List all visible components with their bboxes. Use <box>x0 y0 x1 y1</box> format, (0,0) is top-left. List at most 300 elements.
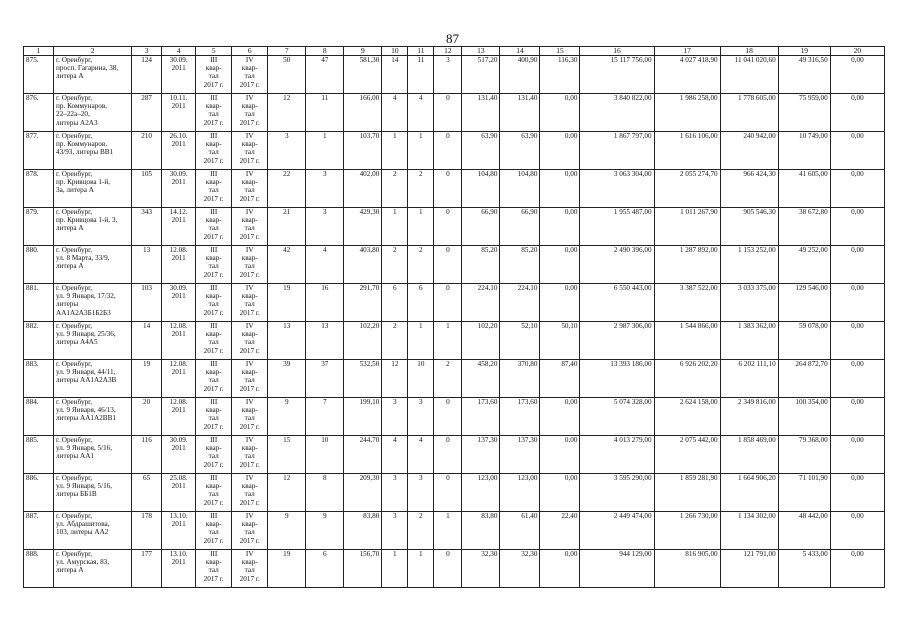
cell-c11: 4 <box>408 94 434 132</box>
cell-num: 880. <box>24 246 54 284</box>
column-header: 11 <box>408 47 434 56</box>
cell-c15: 0,00 <box>540 550 580 588</box>
cell-addr: г. Оренбург, ул. 9 Января, 5/16, литеры ББ1В <box>54 474 132 512</box>
cell-c18: 1 383 362,00 <box>720 322 778 360</box>
cell-c20: 0,00 <box>830 208 884 246</box>
cell-c4: 12.08. 2011 <box>162 360 196 398</box>
cell-c14: 32,30 <box>500 550 540 588</box>
cell-c9: 199,10 <box>344 398 382 436</box>
cell-c7: 19 <box>268 284 306 322</box>
cell-c3: 65 <box>132 474 162 512</box>
cell-c4: 30.09. 2011 <box>162 436 196 474</box>
cell-c10: 1 <box>382 550 408 588</box>
cell-c14: 66,90 <box>500 208 540 246</box>
cell-c5: III квар- тал 2017 г. <box>196 360 232 398</box>
cell-c6: IV квар- тал 2017 г. <box>232 170 268 208</box>
cell-c17: 1 986 258,00 <box>654 94 720 132</box>
cell-c3: 103 <box>132 284 162 322</box>
cell-c3: 178 <box>132 512 162 550</box>
cell-c6: IV квар- тал 2017 г. <box>232 512 268 550</box>
table-row <box>24 436 885 474</box>
table-row <box>24 56 885 94</box>
cell-c12: 0 <box>434 550 462 588</box>
table-row <box>24 170 885 208</box>
cell-c7: 12 <box>268 94 306 132</box>
table-row <box>24 208 885 246</box>
cell-c11: 1 <box>408 550 434 588</box>
cell-c17: 2 624 158,00 <box>654 398 720 436</box>
cell-c11: 4 <box>408 436 434 474</box>
cell-c19: 129 546,00 <box>778 284 830 322</box>
cell-c9: 403,80 <box>344 246 382 284</box>
column-header: 7 <box>268 47 306 56</box>
column-header: 4 <box>162 47 196 56</box>
cell-c6: IV квар- тал 2017 г. <box>232 56 268 94</box>
cell-addr: г. Оренбург, ул. 9 Января, 5/16, литеры АА1 <box>54 436 132 474</box>
cell-num: 888. <box>24 550 54 588</box>
cell-c16: 6 550 443,00 <box>580 284 654 322</box>
cell-c19: 49 252,00 <box>778 246 830 284</box>
cell-addr: г. Оренбург, пр. Коммунаров, 22–22а–20, литеры А2А3 <box>54 94 132 132</box>
column-header: 14 <box>500 47 540 56</box>
column-header: 19 <box>778 47 830 56</box>
cell-c3: 14 <box>132 322 162 360</box>
cell-addr: г. Оренбург, ул. 9 Января, 17/32, литеры АА1А2А3Б1Б2Б3 <box>54 284 132 322</box>
cell-c13: 32,30 <box>462 550 500 588</box>
cell-c4: 25.08. 2011 <box>162 474 196 512</box>
cell-c20: 0,00 <box>830 56 884 94</box>
column-header: 18 <box>720 47 778 56</box>
cell-c9: 102,20 <box>344 322 382 360</box>
column-header: 20 <box>830 47 884 56</box>
cell-c3: 105 <box>132 170 162 208</box>
cell-c13: 66,90 <box>462 208 500 246</box>
cell-c11: 2 <box>408 246 434 284</box>
cell-c6: IV квар- тал 2017 г. <box>232 398 268 436</box>
cell-num: 881. <box>24 284 54 322</box>
cell-c16: 3 063 304,00 <box>580 170 654 208</box>
cell-c14: 52,10 <box>500 322 540 360</box>
cell-c4: 12.08. 2011 <box>162 322 196 360</box>
cell-c11: 3 <box>408 474 434 512</box>
cell-c18: 1 778 605,00 <box>720 94 778 132</box>
cell-addr: г. Оренбург, ул. 9 Января, 44/11, литеры АА1А2А3В <box>54 360 132 398</box>
cell-c16: 2 449 474,00 <box>580 512 654 550</box>
cell-addr: г. Оренбург, ул. Амурская, 83, литера А <box>54 550 132 588</box>
cell-c18: 6 202 111,10 <box>720 360 778 398</box>
cell-c10: 1 <box>382 208 408 246</box>
cell-c9: 156,70 <box>344 550 382 588</box>
column-header: 1 <box>24 47 54 56</box>
cell-c17: 1 287 892,00 <box>654 246 720 284</box>
cell-c13: 224,10 <box>462 284 500 322</box>
cell-addr: г. Оренбург, ул. Абдрашитова, 103, литеры АА2 <box>54 512 132 550</box>
cell-c7: 19 <box>268 550 306 588</box>
cell-c15: 0,00 <box>540 132 580 170</box>
cell-c19: 5 433,00 <box>778 550 830 588</box>
table-row <box>24 246 885 284</box>
cell-c15: 116,30 <box>540 56 580 94</box>
cell-c9: 83,80 <box>344 512 382 550</box>
cell-c20: 0,00 <box>830 436 884 474</box>
cell-c11: 2 <box>408 512 434 550</box>
cell-c15: 0,00 <box>540 94 580 132</box>
table-row <box>24 94 885 132</box>
cell-c6: IV квар- тал 2017 г. <box>232 322 268 360</box>
cell-c15: 0,00 <box>540 474 580 512</box>
cell-c16: 5 074 328,00 <box>580 398 654 436</box>
cell-c17: 1 859 281,90 <box>654 474 720 512</box>
column-header: 17 <box>654 47 720 56</box>
cell-addr: г. Оренбург, ул. 8 Марта, 33/9, литера А <box>54 246 132 284</box>
cell-c6: IV квар- тал 2017 г. <box>232 94 268 132</box>
table-row <box>24 322 885 360</box>
cell-c6: IV квар- тал 2017 г. <box>232 436 268 474</box>
cell-c6: IV квар- тал 2017 г. <box>232 360 268 398</box>
cell-c11: 1 <box>408 132 434 170</box>
cell-c7: 12 <box>268 474 306 512</box>
cell-c12: 1 <box>434 512 462 550</box>
cell-c18: 1 858 469,00 <box>720 436 778 474</box>
cell-c12: 0 <box>434 398 462 436</box>
cell-c5: III квар- тал 2017 г. <box>196 436 232 474</box>
cell-c9: 429,30 <box>344 208 382 246</box>
column-header: 2 <box>54 47 132 56</box>
cell-c4: 13.10. 2011 <box>162 512 196 550</box>
cell-c17: 816 905,00 <box>654 550 720 588</box>
column-header: 3 <box>132 47 162 56</box>
cell-num: 883. <box>24 360 54 398</box>
cell-c15: 50,10 <box>540 322 580 360</box>
cell-c15: 0,00 <box>540 170 580 208</box>
cell-c20: 0,00 <box>830 132 884 170</box>
cell-c15: 0,00 <box>540 208 580 246</box>
table-row <box>24 512 885 550</box>
cell-c8: 1 <box>306 132 344 170</box>
cell-c8: 6 <box>306 550 344 588</box>
cell-c7: 15 <box>268 436 306 474</box>
cell-c12: 0 <box>434 170 462 208</box>
cell-c10: 2 <box>382 246 408 284</box>
cell-c13: 458,20 <box>462 360 500 398</box>
cell-c8: 37 <box>306 360 344 398</box>
cell-c5: III квар- тал 2017 г. <box>196 474 232 512</box>
cell-num: 884. <box>24 398 54 436</box>
cell-c9: 581,30 <box>344 56 382 94</box>
cell-c7: 39 <box>268 360 306 398</box>
cell-c8: 4 <box>306 246 344 284</box>
cell-c4: 10.11. 2011 <box>162 94 196 132</box>
cell-c12: 0 <box>434 94 462 132</box>
cell-c13: 85,20 <box>462 246 500 284</box>
cell-c11: 1 <box>408 322 434 360</box>
column-header: 15 <box>540 47 580 56</box>
cell-c14: 400,90 <box>500 56 540 94</box>
cell-c16: 2 987 306,00 <box>580 322 654 360</box>
cell-c10: 2 <box>382 322 408 360</box>
cell-c4: 12.08. 2011 <box>162 398 196 436</box>
cell-c14: 131,40 <box>500 94 540 132</box>
page-number: 87 <box>446 31 459 46</box>
cell-c7: 42 <box>268 246 306 284</box>
cell-c9: 291,70 <box>344 284 382 322</box>
cell-c9: 209,30 <box>344 474 382 512</box>
cell-c17: 6 926 202,20 <box>654 360 720 398</box>
cell-c10: 4 <box>382 94 408 132</box>
cell-c7: 22 <box>268 170 306 208</box>
cell-c17: 1 616 106,00 <box>654 132 720 170</box>
cell-c10: 6 <box>382 284 408 322</box>
cell-c13: 137,30 <box>462 436 500 474</box>
cell-c7: 9 <box>268 398 306 436</box>
cell-c17: 1 011 267,90 <box>654 208 720 246</box>
cell-c14: 123,00 <box>500 474 540 512</box>
cell-c16: 2 490 396,00 <box>580 246 654 284</box>
cell-c17: 4 027 418,90 <box>654 56 720 94</box>
cell-c15: 22,40 <box>540 512 580 550</box>
cell-c9: 166,00 <box>344 94 382 132</box>
cell-c19: 38 672,80 <box>778 208 830 246</box>
cell-addr: г. Оренбург, пр. Коммунаров, 43/93, литеры ВВ1 <box>54 132 132 170</box>
cell-c20: 0,00 <box>830 512 884 550</box>
cell-c12: 0 <box>434 246 462 284</box>
cell-c16: 15 117 756,00 <box>580 56 654 94</box>
cell-c19: 71 101,90 <box>778 474 830 512</box>
cell-c14: 85,20 <box>500 246 540 284</box>
cell-c11: 2 <box>408 170 434 208</box>
cell-c4: 30.09. 2011 <box>162 56 196 94</box>
cell-c10: 12 <box>382 360 408 398</box>
cell-c5: III квар- тал 2017 г. <box>196 132 232 170</box>
column-header: 6 <box>232 47 268 56</box>
cell-c12: 3 <box>434 56 462 94</box>
cell-c10: 2 <box>382 170 408 208</box>
cell-c8: 8 <box>306 474 344 512</box>
column-header: 8 <box>306 47 344 56</box>
table-row <box>24 132 885 170</box>
cell-c10: 1 <box>382 132 408 170</box>
cell-c3: 210 <box>132 132 162 170</box>
cell-addr: г. Оренбург, ул. 9 Января, 46/13, литеры АА1А2ВВ1 <box>54 398 132 436</box>
cell-c10: 3 <box>382 512 408 550</box>
cell-c8: 3 <box>306 208 344 246</box>
cell-c19: 79 368,00 <box>778 436 830 474</box>
cell-addr: г. Оренбург, ул. 9 Января, 25/36, литеры А4А5 <box>54 322 132 360</box>
cell-c14: 104,80 <box>500 170 540 208</box>
cell-c13: 63,90 <box>462 132 500 170</box>
cell-c20: 0,00 <box>830 94 884 132</box>
cell-c9: 103,70 <box>344 132 382 170</box>
cell-c16: 1 867 797,00 <box>580 132 654 170</box>
cell-c14: 137,30 <box>500 436 540 474</box>
cell-c13: 102,20 <box>462 322 500 360</box>
cell-c7: 3 <box>268 132 306 170</box>
cell-c18: 2 349 816,00 <box>720 398 778 436</box>
cell-c3: 19 <box>132 360 162 398</box>
cell-c13: 173,60 <box>462 398 500 436</box>
table-row <box>24 550 885 588</box>
cell-c9: 244,70 <box>344 436 382 474</box>
cell-c16: 944 129,00 <box>580 550 654 588</box>
cell-c12: 0 <box>434 208 462 246</box>
cell-c3: 13 <box>132 246 162 284</box>
cell-num: 876. <box>24 94 54 132</box>
column-header: 16 <box>580 47 654 56</box>
cell-c4: 14.12. 2011 <box>162 208 196 246</box>
cell-c15: 0,00 <box>540 246 580 284</box>
cell-c13: 517,20 <box>462 56 500 94</box>
cell-c12: 0 <box>434 284 462 322</box>
cell-c3: 343 <box>132 208 162 246</box>
cell-c14: 63,90 <box>500 132 540 170</box>
cell-c7: 13 <box>268 322 306 360</box>
cell-c8: 11 <box>306 94 344 132</box>
cell-c12: 0 <box>434 436 462 474</box>
cell-c5: III квар- тал 2017 г. <box>196 512 232 550</box>
cell-c19: 75 959,00 <box>778 94 830 132</box>
cell-c18: 905 546,30 <box>720 208 778 246</box>
cell-c20: 0,00 <box>830 360 884 398</box>
cell-num: 878. <box>24 170 54 208</box>
cell-num: 877. <box>24 132 54 170</box>
cell-c6: IV квар- тал 2017 г. <box>232 550 268 588</box>
cell-c15: 0,00 <box>540 436 580 474</box>
cell-c16: 4 013 279,00 <box>580 436 654 474</box>
cell-c16: 3 840 822,00 <box>580 94 654 132</box>
cell-c14: 224,10 <box>500 284 540 322</box>
cell-num: 882. <box>24 322 54 360</box>
cell-num: 887. <box>24 512 54 550</box>
cell-c6: IV квар- тал 2017 г. <box>232 474 268 512</box>
cell-c3: 287 <box>132 94 162 132</box>
cell-c5: III квар- тал 2017 г. <box>196 208 232 246</box>
cell-c19: 41 605,00 <box>778 170 830 208</box>
cell-c17: 1 544 866,00 <box>654 322 720 360</box>
cell-c14: 173,60 <box>500 398 540 436</box>
table-row <box>24 398 885 436</box>
cell-c15: 0,00 <box>540 398 580 436</box>
column-header: 9 <box>344 47 382 56</box>
cell-c8: 9 <box>306 512 344 550</box>
cell-c9: 532,50 <box>344 360 382 398</box>
cell-c6: IV квар- тал 2017 г. <box>232 284 268 322</box>
cell-c17: 2 075 442,00 <box>654 436 720 474</box>
cell-c5: III квар- тал 2017 г. <box>196 398 232 436</box>
cell-c11: 6 <box>408 284 434 322</box>
cell-c5: III квар- тал 2017 г. <box>196 170 232 208</box>
table-row <box>24 474 885 512</box>
cell-c14: 370,80 <box>500 360 540 398</box>
header-row <box>24 47 885 56</box>
cell-addr: г. Оренбург, просп. Гагарина, 38, литера А <box>54 56 132 94</box>
table-row <box>24 284 885 322</box>
cell-c17: 3 387 522,00 <box>654 284 720 322</box>
cell-c13: 123,00 <box>462 474 500 512</box>
cell-c18: 11 041 020,60 <box>720 56 778 94</box>
cell-c8: 10 <box>306 436 344 474</box>
table-row <box>24 360 885 398</box>
cell-c11: 3 <box>408 398 434 436</box>
cell-c19: 48 442,00 <box>778 512 830 550</box>
cell-c12: 0 <box>434 474 462 512</box>
cell-c18: 966 424,30 <box>720 170 778 208</box>
cell-c15: 87,40 <box>540 360 580 398</box>
cell-addr: г. Оренбург, пр. Кривцова 1-й, 3, литера А <box>54 208 132 246</box>
cell-c3: 177 <box>132 550 162 588</box>
cell-c5: III квар- тал 2017 г. <box>196 56 232 94</box>
cell-c9: 402,00 <box>344 170 382 208</box>
cell-c18: 1 153 252,00 <box>720 246 778 284</box>
column-header: 13 <box>462 47 500 56</box>
cell-c20: 0,00 <box>830 170 884 208</box>
cell-c4: 30.09. 2011 <box>162 284 196 322</box>
column-header: 5 <box>196 47 232 56</box>
cell-c16: 13 393 186,00 <box>580 360 654 398</box>
cell-c11: 1 <box>408 208 434 246</box>
cell-c4: 12.08. 2011 <box>162 246 196 284</box>
cell-c20: 0,00 <box>830 398 884 436</box>
cell-c20: 0,00 <box>830 474 884 512</box>
cell-num: 875. <box>24 56 54 94</box>
cell-c3: 124 <box>132 56 162 94</box>
cell-c19: 264 872,70 <box>778 360 830 398</box>
cell-c19: 100 354,00 <box>778 398 830 436</box>
table-body <box>24 56 885 588</box>
cell-c6: IV квар- тал 2017 г. <box>232 132 268 170</box>
cell-num: 885. <box>24 436 54 474</box>
cell-c7: 21 <box>268 208 306 246</box>
cell-c3: 20 <box>132 398 162 436</box>
cell-c5: III квар- тал 2017 г. <box>196 246 232 284</box>
cell-c4: 30.09. 2011 <box>162 170 196 208</box>
cell-c13: 104,80 <box>462 170 500 208</box>
cell-c11: 11 <box>408 56 434 94</box>
cell-c5: III квар- тал 2017 г. <box>196 284 232 322</box>
cell-c19: 49 316,50 <box>778 56 830 94</box>
cell-c16: 3 595 290,00 <box>580 474 654 512</box>
cell-c7: 9 <box>268 512 306 550</box>
cell-c4: 26.10. 2011 <box>162 132 196 170</box>
cell-c17: 1 266 730,00 <box>654 512 720 550</box>
cell-c6: IV квар- тал 2017 г. <box>232 246 268 284</box>
column-header: 10 <box>382 47 408 56</box>
cell-c18: 1 134 302,00 <box>720 512 778 550</box>
cell-c10: 14 <box>382 56 408 94</box>
cell-c8: 3 <box>306 170 344 208</box>
cell-c20: 0,00 <box>830 246 884 284</box>
cell-c20: 0,00 <box>830 550 884 588</box>
cell-c20: 0,00 <box>830 322 884 360</box>
cell-c8: 47 <box>306 56 344 94</box>
cell-c12: 0 <box>434 132 462 170</box>
register-table <box>23 46 885 588</box>
cell-c17: 2 055 274,70 <box>654 170 720 208</box>
cell-c13: 131,40 <box>462 94 500 132</box>
cell-c18: 3 033 375,00 <box>720 284 778 322</box>
cell-c20: 0,00 <box>830 284 884 322</box>
cell-c5: III квар- тал 2017 г. <box>196 94 232 132</box>
cell-c12: 2 <box>434 360 462 398</box>
cell-c18: 240 942,00 <box>720 132 778 170</box>
column-header: 12 <box>434 47 462 56</box>
cell-addr: г. Оренбург, пр. Кривцова 1-й, 3а, литера А <box>54 170 132 208</box>
cell-c6: IV квар- тал 2017 г. <box>232 208 268 246</box>
cell-c11: 10 <box>408 360 434 398</box>
cell-c13: 83,80 <box>462 512 500 550</box>
cell-c8: 13 <box>306 322 344 360</box>
cell-c15: 0,00 <box>540 284 580 322</box>
cell-num: 879. <box>24 208 54 246</box>
